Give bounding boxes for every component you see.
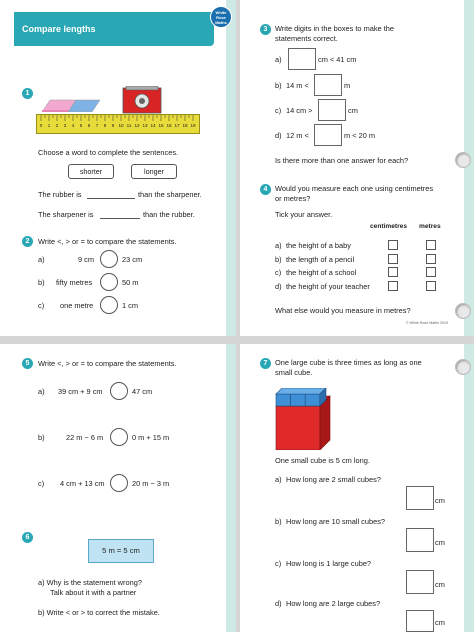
question-number: 1 (22, 88, 33, 99)
q4-tick: Tick your answer. (275, 210, 333, 219)
digit-box[interactable] (314, 74, 342, 96)
compare-right: 47 cm (132, 387, 153, 396)
answer-box[interactable] (406, 610, 434, 632)
unit-cm: cm (435, 538, 445, 547)
ruler-label: 6 (87, 123, 91, 128)
worksheet-page-3 (0, 344, 236, 632)
copyright: © White Rose Maths 2019 (406, 321, 448, 325)
question-number: 3 (260, 24, 271, 35)
ruler-label: 13 (142, 123, 148, 128)
worksheet-page-1 (0, 0, 236, 336)
compare-left: one metre (60, 301, 94, 310)
compare-circle[interactable] (110, 382, 128, 400)
side-strip (464, 344, 474, 632)
ruler-label: 3 (63, 123, 67, 128)
compare-circle[interactable] (110, 474, 128, 492)
ruler-label: 15 (158, 123, 164, 128)
ruler-label: 2 (55, 123, 59, 128)
row-label: b) (275, 517, 282, 526)
compare-left: 4 cm + 13 cm (60, 479, 105, 488)
ruler-label: 0 (39, 123, 43, 128)
checkbox-cm[interactable] (388, 254, 398, 264)
side-strip (226, 344, 236, 632)
ruler-label: 17 (174, 123, 180, 128)
ruler-label: 4 (71, 123, 75, 128)
logo-text-2: Rose (216, 15, 226, 20)
checkbox-m[interactable] (426, 240, 436, 250)
ruler-label: 11 (126, 123, 132, 128)
answer-line-2[interactable] (100, 218, 140, 219)
row-label: a) (38, 255, 45, 264)
row-label: b) (38, 278, 45, 287)
compare-right: 23 cm (122, 255, 143, 264)
question-number: 5 (22, 358, 33, 369)
checkbox-m[interactable] (426, 267, 436, 277)
sharpener-image (122, 86, 162, 114)
q7-intro-2: small cube. (275, 368, 313, 377)
page-title: Compare lengths (22, 24, 96, 34)
row-before: 12 m < (286, 131, 309, 140)
row-label: c) (275, 106, 282, 115)
row-label: c) (275, 559, 282, 568)
answer-box[interactable] (406, 528, 434, 552)
compare-left: 9 cm (78, 255, 95, 264)
column-header-metres: metres (419, 223, 441, 230)
row-text: the height of a school (286, 268, 357, 277)
row-text: the height of your teacher (286, 282, 370, 291)
ruler-label: 12 (134, 123, 140, 128)
q4-question: What else would you measure in metres? (275, 306, 411, 315)
row-after: m < 20 m (344, 131, 376, 140)
side-strip (226, 0, 236, 336)
row-label: a) (275, 55, 282, 64)
compare-circle[interactable] (100, 250, 118, 268)
row-text: How long are 2 large cubes? (286, 599, 381, 608)
compare-right: 0 m + 15 m (132, 433, 170, 442)
q6-b-line: b) Write < or > to correct the mistake. (38, 608, 160, 617)
row-label: c) (38, 479, 45, 488)
row-text: the height of a baby (286, 241, 351, 250)
binder-hole (455, 359, 471, 375)
row-text: the length of a pencil (286, 255, 355, 264)
side-strip (464, 0, 474, 336)
checkbox-m[interactable] (426, 281, 436, 291)
row-label: b) (38, 433, 45, 442)
unit-cm: cm (435, 496, 445, 505)
unit-cm: cm (435, 580, 445, 589)
compare-right: 1 cm (122, 301, 139, 310)
row-after: cm < 41 cm (318, 55, 357, 64)
worksheet-page-2 (240, 0, 474, 336)
row-label: a) (275, 475, 282, 484)
logo-text-3: Maths (215, 20, 227, 25)
answer-box[interactable] (406, 570, 434, 594)
checkbox-m[interactable] (426, 254, 436, 264)
sentence-2-start: The sharpener is (38, 210, 94, 219)
statement-text: 5 m = 5 cm (102, 546, 140, 555)
column-header-centimetres: centimetres (370, 223, 408, 230)
answer-line-1[interactable] (87, 198, 135, 199)
ruler-label: 14 (150, 123, 156, 128)
checkbox-cm[interactable] (388, 281, 398, 291)
row-label: b) (275, 255, 282, 264)
row-label: d) (275, 282, 282, 291)
digit-box[interactable] (318, 99, 346, 121)
ruler (36, 114, 200, 134)
compare-left: fifty metres (56, 278, 93, 287)
row-before: 14 cm > (286, 106, 313, 115)
question-number: 4 (260, 184, 271, 195)
sentence-2-end: than the rubber. (143, 210, 195, 219)
worksheet-page-4 (240, 344, 474, 632)
row-label: a) (38, 387, 45, 396)
sentence-1-end: than the sharpener. (138, 190, 202, 199)
ruler-label: 10 (118, 123, 124, 128)
option-longer: longer (131, 164, 177, 179)
ruler-label: 16 (166, 123, 172, 128)
row-label: a) (275, 241, 282, 250)
compare-circle[interactable] (110, 428, 128, 446)
ruler-label: 19 (190, 123, 196, 128)
q6-a-line2: Talk about it with a partner (50, 588, 137, 597)
compare-right: 50 m (122, 278, 139, 287)
q5-instruction: Write <, > or = to compare the statements. (38, 359, 177, 368)
statement-box (88, 539, 154, 563)
logo-text-1: White (215, 10, 227, 15)
binder-hole (455, 303, 471, 319)
cubes-image (274, 388, 332, 450)
logo (210, 6, 232, 28)
row-label: c) (38, 301, 45, 310)
q1-instruction: Choose a word to complete the sentences. (38, 148, 179, 157)
rubber-image (42, 98, 102, 112)
compare-right: 20 m − 3 m (132, 479, 170, 488)
row-text: How long are 10 small cubes? (286, 517, 386, 526)
binder-hole (455, 152, 471, 168)
q3-question: Is there more than one answer for each? (275, 156, 409, 165)
row-before: 14 m < (286, 81, 309, 90)
q3-instruction-1: Write digits in the boxes to make the (275, 24, 394, 33)
row-text: How long are 2 small cubes? (286, 475, 381, 484)
compare-left: 22 m − 6 m (66, 433, 104, 442)
question-number: 7 (260, 358, 271, 369)
sentence-1-start: The rubber is (38, 190, 82, 199)
digit-box[interactable] (314, 124, 342, 146)
ruler-label: 7 (95, 123, 99, 128)
row-after: cm (348, 106, 358, 115)
q4-instruction-2: or metres? (275, 194, 311, 203)
q2-instruction: Write <, > or = to compare the statements. (38, 237, 177, 246)
q7-fact: One small cube is 5 cm long. (275, 456, 370, 465)
compare-circle[interactable] (100, 296, 118, 314)
compare-left: 39 cm + 9 cm (58, 387, 103, 396)
row-label: d) (275, 131, 282, 140)
ruler-label: 1 (47, 123, 51, 128)
answer-box[interactable] (406, 486, 434, 510)
row-label: d) (275, 599, 282, 608)
row-label: c) (275, 268, 282, 277)
ruler-label: 18 (182, 123, 188, 128)
ruler-label: 8 (103, 123, 107, 128)
checkbox-cm[interactable] (388, 240, 398, 250)
ruler-label: 5 (79, 123, 83, 128)
row-text: How long is 1 large cube? (286, 559, 372, 568)
row-label: b) (275, 81, 282, 90)
digit-box[interactable] (288, 48, 316, 70)
q7-intro-1: One large cube is three times as long as one (275, 358, 422, 367)
question-number: 6 (22, 532, 33, 543)
row-after: m (344, 81, 351, 90)
q4-instruction-1: Would you measure each one using centimetres (275, 184, 434, 193)
question-number: 2 (22, 236, 33, 247)
q6-a-line1: a) Why is the statement wrong? (38, 578, 142, 587)
compare-circle[interactable] (100, 273, 118, 291)
ruler-label: 9 (111, 123, 115, 128)
checkbox-cm[interactable] (388, 267, 398, 277)
q3-instruction-2: statements correct. (275, 34, 338, 43)
option-shorter: shorter (68, 164, 114, 179)
unit-cm: cm (435, 618, 445, 627)
